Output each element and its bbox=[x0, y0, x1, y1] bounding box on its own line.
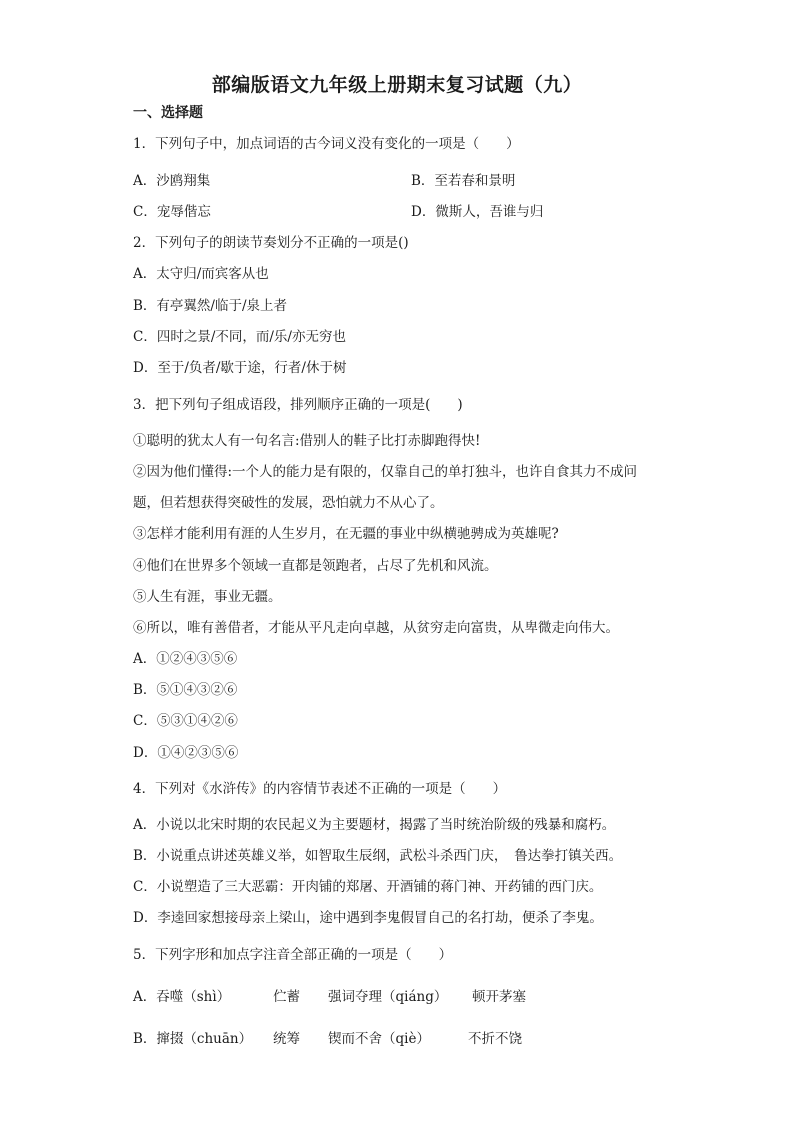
question-3-sentence-2-cont: 题，但若想获得突破性的发展，恐怕就力不从心了。 bbox=[133, 495, 444, 511]
section-heading: 一、选择题 bbox=[133, 105, 203, 121]
question-3-sentence-5: ⑤人生有涯，事业无疆。 bbox=[133, 589, 282, 605]
page-title: 部编版语文九年级上册期末复习试题（九） bbox=[211, 74, 583, 96]
question-2-stem: 2．下列句子的朗读节奏划分不正确的一项是() bbox=[133, 235, 409, 251]
question-1-option-b: B．至若春和景明 bbox=[411, 173, 516, 189]
question-4-option-b: B．小说重点讲述英雄义举，如智取生辰纲，武松斗杀西门庆， 鲁达拳打镇关西。 bbox=[133, 848, 623, 864]
question-3-option-c: C．⑤③①④②⑥ bbox=[133, 713, 238, 729]
question-3-sentence-4: ④他们在世界多个领域一直都是领跑者，占尽了先机和风流。 bbox=[133, 558, 498, 574]
question-4-option-c: C．小说塑造了三大恶霸：开肉铺的郑屠、开酒铺的蒋门神、开药铺的西门庆。 bbox=[133, 879, 603, 895]
question-2-option-a: A．太守归/而宾客从也 bbox=[133, 266, 269, 282]
question-5-option-a-word-3: 强词夺理（qiáng） bbox=[328, 989, 448, 1005]
question-1-option-c: C．宠辱偕忘 bbox=[133, 204, 211, 220]
question-5-option-a-word-2: 伫蓄 bbox=[273, 989, 300, 1005]
question-3-option-b: B．⑤①④③②⑥ bbox=[133, 682, 238, 698]
question-4-option-d: D．李逵回家想接母亲上梁山，途中遇到李鬼假冒自己的名打劫，便杀了李鬼。 bbox=[133, 910, 603, 926]
question-2-option-c: C．四时之景/不同，而/乐/亦无穷也 bbox=[133, 329, 346, 345]
question-2-option-d: D．至于/负者/歇于途，行者/休于树 bbox=[133, 360, 347, 376]
question-5-option-a-word-4: 顿开茅塞 bbox=[472, 989, 526, 1005]
question-5-option-b-word-3: 锲而不舍（qiè） bbox=[328, 1031, 430, 1047]
question-1-option-d: D．微斯人，吾谁与归 bbox=[411, 204, 544, 220]
question-3-sentence-2: ②因为他们懂得:一个人的能力是有限的，仅靠自己的单打独斗，也许自食其力不成问 bbox=[133, 464, 638, 480]
question-3-option-a: A．①②④③⑤⑥ bbox=[133, 651, 238, 667]
question-5-option-b-word-1: B．撺掇（chuān） bbox=[133, 1031, 253, 1047]
question-2-option-b: B．有亭翼然/临于/泉上者 bbox=[133, 298, 288, 314]
question-5-option-a-word-1: A．吞噬（shì） bbox=[133, 989, 231, 1005]
question-4-option-a: A．小说以北宋时期的农民起义为主要题材，揭露了当时统治阶级的残暴和腐朽。 bbox=[133, 817, 616, 833]
question-3-stem: 3．把下列句子组成语段，排列顺序正确的一项是( ) bbox=[133, 397, 463, 413]
question-3-sentence-6: ⑥所以，唯有善借者，才能从平凡走向卓越，从贫穷走向富贵，从卑微走向伟大。 bbox=[133, 620, 619, 636]
question-4-stem: 4．下列对《水浒传》的内容情节表述不正确的一项是（ ） bbox=[133, 781, 507, 797]
question-3-option-d: D．①④②③⑤⑥ bbox=[133, 745, 239, 761]
question-1-stem: 1．下列句子中，加点词语的古今词义没有变化的一项是（ ） bbox=[133, 136, 520, 152]
question-5-option-b-word-2: 统筹 bbox=[273, 1031, 300, 1047]
question-3-sentence-1: ①聪明的犹太人有一句名言:借别人的鞋子比打赤脚跑得快! bbox=[133, 433, 481, 449]
question-1-option-a: A．沙鸥翔集 bbox=[133, 173, 211, 189]
question-3-sentence-3: ③怎样才能利用有涯的人生岁月，在无疆的事业中纵横驰骋成为英雄呢? bbox=[133, 526, 559, 542]
question-5-stem: 5．下列字形和加点字注音全部正确的一项是（ ） bbox=[133, 947, 453, 963]
question-5-option-b-word-4: 不折不饶 bbox=[468, 1031, 522, 1047]
